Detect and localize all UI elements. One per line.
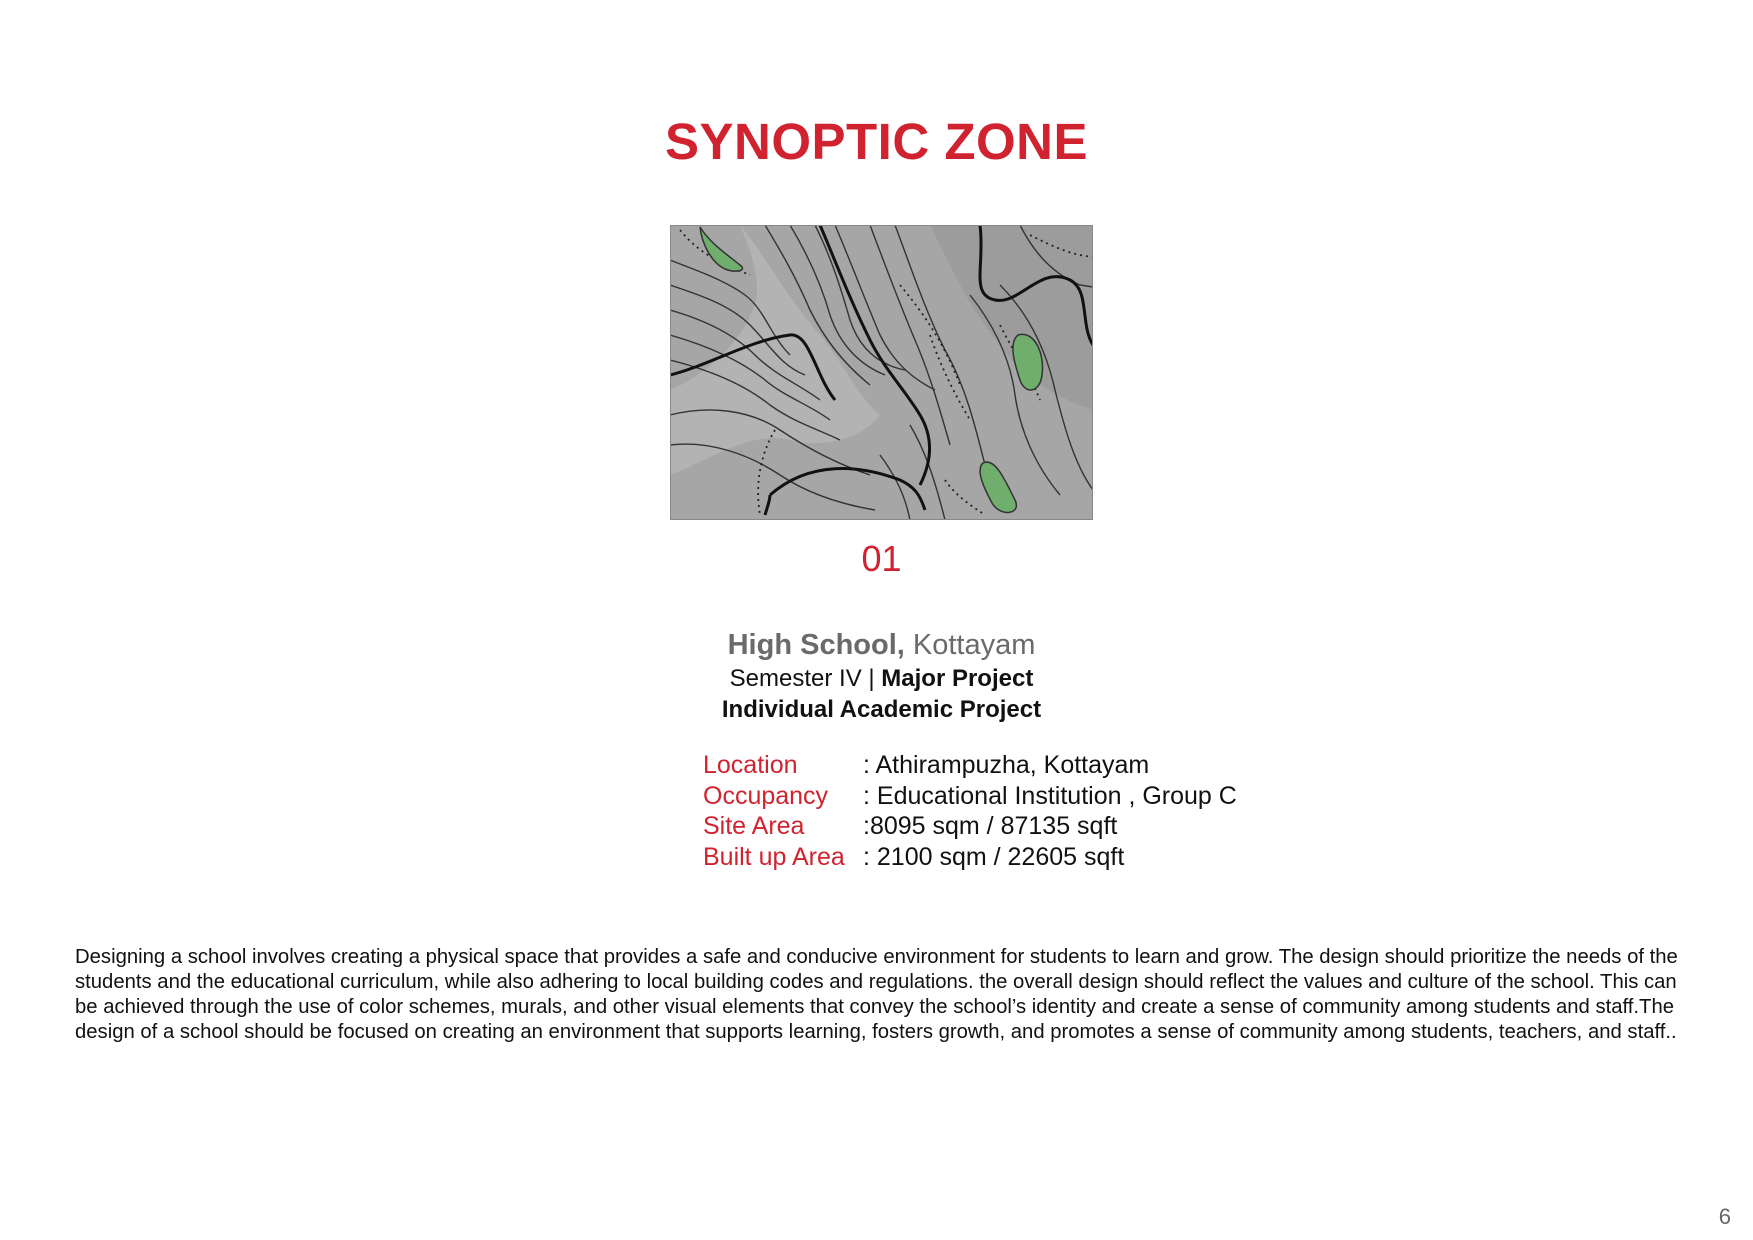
page-number: 6 <box>1718 1204 1731 1229</box>
detail-value: :8095 sqm / 87135 sqft <box>863 812 1118 840</box>
detail-label: Occupancy <box>703 781 829 810</box>
project-place: Kottayam <box>904 629 1036 661</box>
semester-text: Semester IV | <box>729 665 882 692</box>
detail-row-built-up-area <box>703 842 1237 873</box>
detail-row-location <box>703 750 1237 781</box>
page-title: SYNOPTIC ZONE <box>664 113 1089 170</box>
detail-value: : Educational Institution , Group C <box>863 781 1237 810</box>
project-type: Major Project <box>881 665 1034 692</box>
detail-label: Site Area <box>703 812 805 840</box>
project-semester-line <box>0 663 1753 694</box>
detail-value: : 2100 sqm / 22605 sqft <box>863 842 1125 871</box>
detail-label: Location <box>703 751 798 779</box>
project-name: High School, <box>727 629 905 661</box>
detail-value: : Athirampuzha, Kottayam <box>863 751 1150 779</box>
contour-map-image <box>670 225 1093 520</box>
project-title-line <box>0 627 1753 663</box>
project-details <box>703 750 1237 872</box>
project-number: 01 <box>861 538 902 579</box>
detail-row-occupancy <box>703 781 1237 812</box>
project-description: Designing a school involves creating a physical space that provides a safe and conducive environment for students to learn and grow. The design should prioritize the needs of the students and the educational curriculum, while also adhering to local building codes and regulations. the overall design should reflect the values and culture of the school. This can be achieved through the use of color schemes, murals, and other visual elements that convey the school’s identity and create a sense of community among students and staff.The design of a school should be focused on creating an environment that supports learning, fosters growth, and promotes a sense of community among students, teachers, and staff.. <box>75 946 1678 1043</box>
detail-label: Built up Area <box>703 842 845 871</box>
project-category: Individual Academic Project <box>721 696 1042 723</box>
project-heading <box>0 627 1753 725</box>
detail-row-site-area <box>703 811 1237 842</box>
